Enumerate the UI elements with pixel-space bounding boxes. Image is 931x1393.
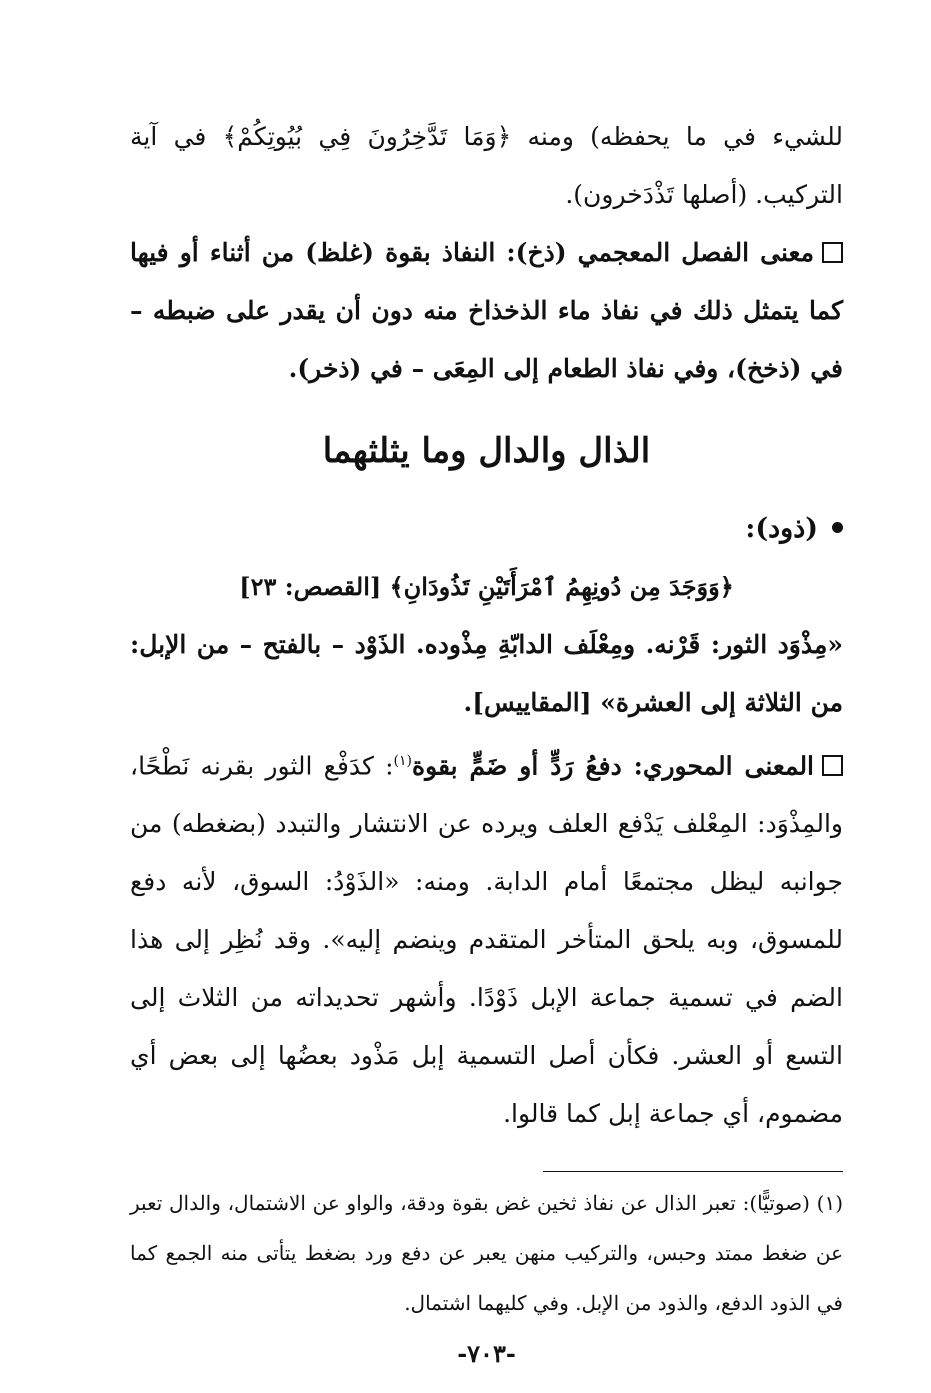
core-meaning-lead: المعنى المحوري: دفعُ رَدٍّ أو ضَمٍّ بقوة [411, 751, 815, 781]
paragraph-core-meaning [130, 732, 843, 1143]
core-meaning-text: : كدَفْع الثور بقرنه نَطْحًا، والمِذْوَد: المِعْلف يَدْفع العلف ويرده عن الانتشار والتبدد (بضغطه) من جوانبه ليظل مجتمعًا أمام الدابة. ومنه: «الذَوْدُ: السوق، لأنه دفع للمسوق، وبه يلحق المتأخر المتقدم وينضم إليه». وقد نُظِر إلى هذا الضم في تسمية جماعة الإبل ذَوْدًا. وأشهر تحديداته من الثلاث إلى التسع أو العشر. فكأن أصل التسمية إبل مَذْود بعضُها إلى بعض أي مضموم، أي جماعة إبل كما قالوا. [130, 751, 843, 1129]
entry-word: (ذود): [745, 513, 818, 544]
paragraph-continuation: للشيء في ما يحفظه) ومنه ﴿وَمَا تَدَّخِرُونَ فِي بُيُوتِكُمْ﴾ في آية التركيب. (أصلها تَذْدَخرون). [130, 122, 843, 209]
square-marker-icon [822, 242, 843, 263]
section-heading: الذال والدال وما يثلثهما [322, 431, 651, 471]
footnote-divider [543, 1171, 843, 1172]
lexicon-quote: «مِذْوَد الثور: قَرْنه. ومِعْلَف الدابّةِ مِذْوده. الذَوْد – بالفتح – من الإبل: من الثلاثة إلى العشرة» [المقاييس]. [130, 630, 843, 717]
document-page [130, 108, 843, 1369]
bullet-icon [832, 522, 843, 533]
page-number: -٧٠٣- [457, 1339, 516, 1369]
entry-heading [130, 500, 843, 558]
paragraph-lexical-meaning-text: معنى الفصل المعجمي (ذخ): النفاذ بقوة (غلظ) من أثناء أو فيها كما يتمثل ذلك في نفاذ ماء الذخذاخ منه دون أن يقدر على ضبطه – في (ذخخ)، وفي نفاذ الطعام إلى المِعَى – في (ذخر). [130, 238, 843, 383]
quran-verse: ﴿وَوَجَدَ مِن دُونِهِمُ ٱمْرَأَتَيْنِ تَذُودَانِ﴾ [القصص: ٢٣] [239, 572, 734, 601]
footnote: (١) (صوتيًّا): تعبر الذال عن نفاذ ثخين غض بقوة ودقة، والواو عن الاشتمال، والدال تعبر عن ضغط ممتد وحبس، والتركيب منهن يعبر عن دفع ورد بضغط يتأتى منه الجمع كما في الذود الدفع، والذود من الإبل. وفي كليهما اشتمال. [130, 1191, 843, 1316]
footnote-reference: (١) [393, 753, 412, 769]
paragraph-lexical-meaning [130, 224, 843, 398]
square-marker-icon [822, 755, 843, 776]
